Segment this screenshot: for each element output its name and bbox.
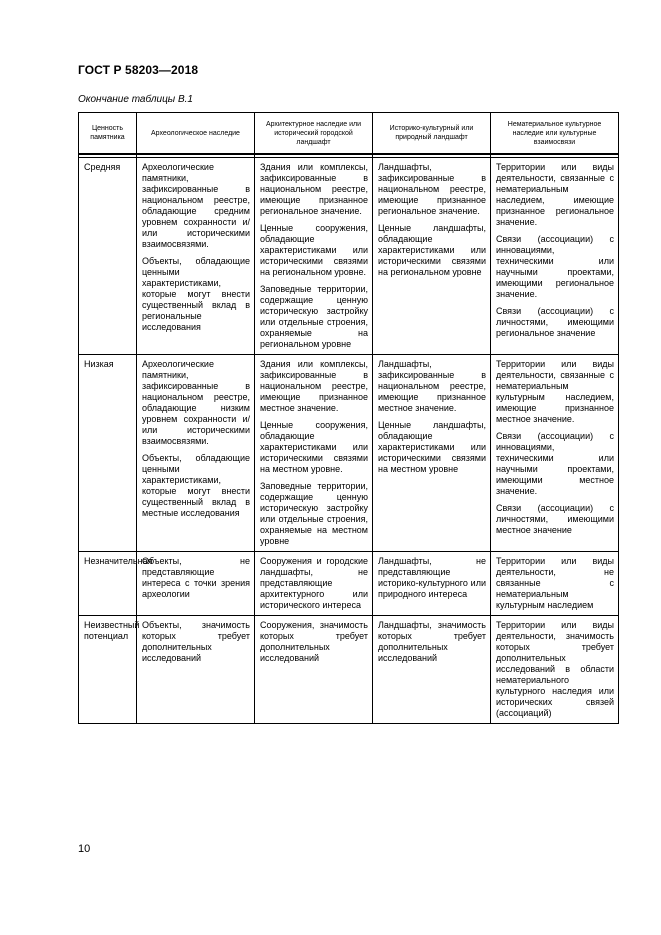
cell-paragraph: Археологические памятники, зафиксированные в национальном реестре, обладающие низким уровнем сохранности и/или историческими взаимосвязями. <box>142 359 250 446</box>
cell-paragraph: Сооружения и городские ландшафты, не представляющие архитектурного или исторического интереса <box>260 556 368 610</box>
cell-paragraph: Ландшафты, не представляющие историко-культурного или природного интереса <box>378 556 486 599</box>
cell-paragraph: Ценные ландшафты, обладающие характеристиками или историческими связями на местном уровне <box>378 420 486 474</box>
architectural-cell <box>255 616 373 724</box>
cell-paragraph: Ценные сооружения, обладающие характеристиками или историческими связями на региональном уровне. <box>260 223 368 277</box>
landscape-cell <box>373 158 491 355</box>
cell-paragraph: Связи (ассоциации) с личностями, имеющими местное значение <box>496 503 614 535</box>
intangible-cell <box>491 158 619 355</box>
cell-paragraph: Заповедные территории, содержащие ценную историческую застройку или отдельные строения, охраняемые на местном уровне <box>260 481 368 546</box>
table-row <box>79 158 619 355</box>
table-row <box>79 616 619 724</box>
archaeological-cell <box>137 158 255 355</box>
document-header: ГОСТ Р 58203—2018 <box>78 63 199 77</box>
archaeological-cell <box>137 355 255 552</box>
cell-paragraph: Объекты, обладающие ценными характеристиками, которые могут внести существенный вклад в региональные исследования <box>142 256 250 332</box>
row-value-cell: Незначительная <box>79 552 137 616</box>
row-value-cell: Низкая <box>79 355 137 552</box>
significance-table <box>78 112 619 724</box>
cell-paragraph: Связи (ассоциации) с личностями, имеющими региональное значение <box>496 306 614 338</box>
landscape-cell <box>373 552 491 616</box>
intangible-cell <box>491 616 619 724</box>
cell-paragraph: Территории или виды деятельности, связанные с нематериальным культурным наследием, имеющие признанное местное значение. <box>496 359 614 424</box>
cell-paragraph: Здания или комплексы, зафиксированные в национальном реестре, имеющие признанное местное значение. <box>260 359 368 413</box>
row-value-cell: Средняя <box>79 158 137 355</box>
cell-paragraph: Территории или виды деятельности, связанные с нематериальным наследием, имеющие признанное региональное значение. <box>496 162 614 227</box>
architectural-cell <box>255 158 373 355</box>
cell-paragraph: Территории или виды деятельности, значимость которых требует дополнительных исследований в области нематериального культурного наследия или исторических связей (ассоциаций) <box>496 620 614 718</box>
archaeological-cell <box>137 616 255 724</box>
table-header-row <box>79 113 619 155</box>
cell-paragraph: Связи (ассоциации) с инновациями, техническими или научными проектами, имеющими региональное значение. <box>496 234 614 299</box>
cell-paragraph: Ландшафты, зафиксированные в национальном реестре, имеющие признанное региональное значение. <box>378 162 486 216</box>
architectural-cell <box>255 552 373 616</box>
architectural-cell <box>255 355 373 552</box>
cell-paragraph: Объекты, не представляющие интереса с точки зрения археологии <box>142 556 250 599</box>
table-caption: Окончание таблицы В.1 <box>78 94 193 105</box>
cell-paragraph: Заповедные территории, содержащие ценную историческую застройку или отдельные строения, охраняемые на региональном уровне <box>260 284 368 349</box>
cell-paragraph: Территории или виды деятельности, не связанные с нематериальным культурным наследием <box>496 556 614 610</box>
table-row <box>79 552 619 616</box>
cell-paragraph: Ценные ландшафты, обладающие характеристиками или историческими связями на региональном уровне <box>378 223 486 277</box>
cell-paragraph: Здания или комплексы, зафиксированные в национальном реестре, имеющие признанное региональное значение. <box>260 162 368 216</box>
landscape-cell <box>373 355 491 552</box>
cell-paragraph: Ландшафты, значимость которых требует дополнительных исследований <box>378 620 486 663</box>
cell-paragraph: Объекты, значимость которых требует дополнительных исследований <box>142 620 250 663</box>
column-header-landscape: Историко-культурный или природный ландшафт <box>373 113 491 155</box>
cell-paragraph: Объекты, обладающие ценными характеристиками, которые могут внести существенный вклад в местные исследования <box>142 453 250 518</box>
column-header-archaeological: Археологическое наследие <box>137 113 255 155</box>
table-row <box>79 355 619 552</box>
cell-paragraph: Ценные сооружения, обладающие характеристиками или историческими связями на местном уровне. <box>260 420 368 474</box>
page-number: 10 <box>78 843 91 855</box>
row-value-cell: Неизвестный потенциал <box>79 616 137 724</box>
cell-paragraph: Археологические памятники, зафиксированные в национальном реестре, обладающие средним уровнем сохранности и/или историческими взаимосвязями. <box>142 162 250 249</box>
cell-paragraph: Ландшафты, зафиксированные в национальном реестре, имеющие признанное местное значение. <box>378 359 486 413</box>
intangible-cell <box>491 355 619 552</box>
archaeological-cell <box>137 552 255 616</box>
cell-paragraph: Связи (ассоциации) с инновациями, техническими или научными проектами, имеющими местное значение. <box>496 431 614 496</box>
column-header-value: Ценность памятника <box>79 113 137 155</box>
column-header-architectural: Архитектурное наследие или исторический городской ландшафт <box>255 113 373 155</box>
cell-paragraph: Сооружения, значимость которых требует дополнительных исследований <box>260 620 368 663</box>
intangible-cell <box>491 552 619 616</box>
column-header-intangible: Нематериальное культурное наследие или культурные взаимосвязи <box>491 113 619 155</box>
landscape-cell <box>373 616 491 724</box>
